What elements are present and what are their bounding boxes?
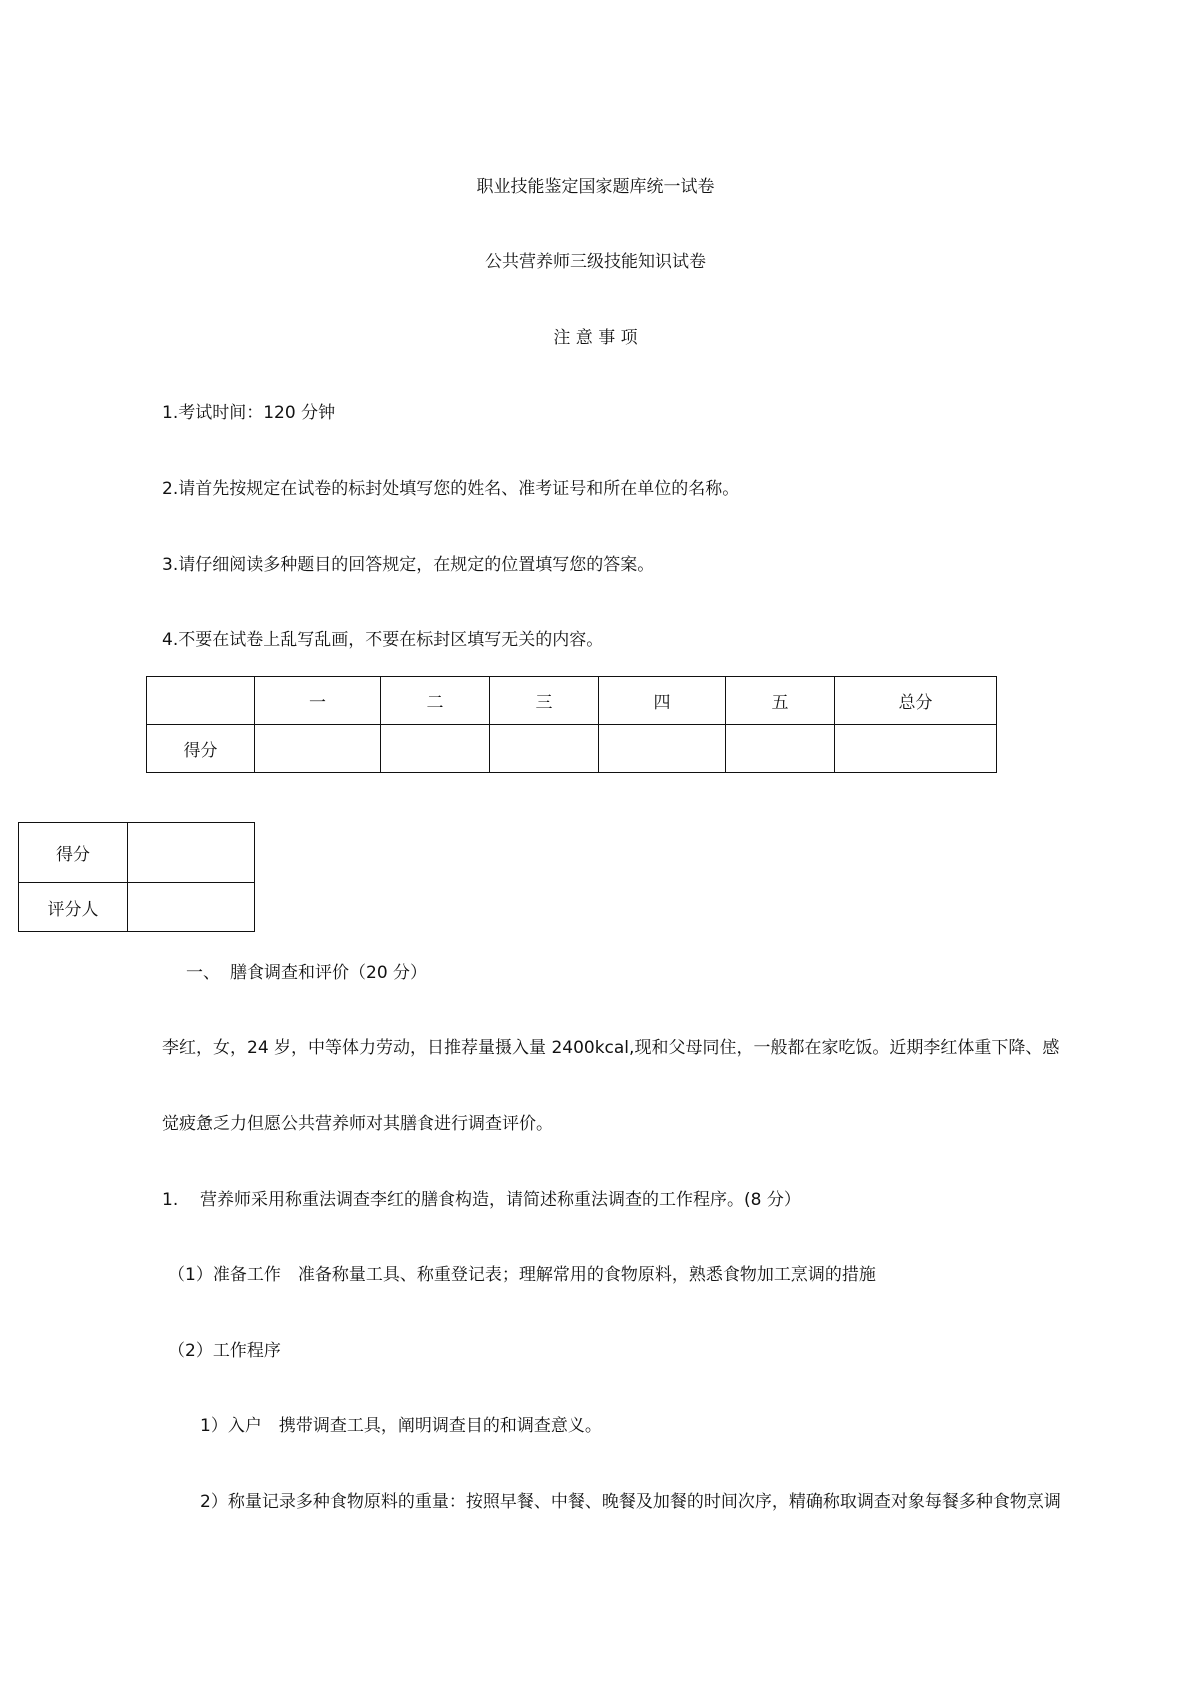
section-number: 一、 bbox=[186, 963, 220, 983]
grader-score-cell[interactable] bbox=[128, 823, 255, 883]
answer-step-1: （1）准备工作 准备称量工具、称重登记表；理解常用的食物原料，熟悉食物加工烹调的措施 bbox=[168, 1265, 876, 1285]
notice-item-4: 4.不要在试卷上乱写乱画，不要在标封区填写无关的内容。 bbox=[162, 630, 604, 650]
header-cell-section-2: 二 bbox=[381, 677, 490, 725]
exam-title: 职业技能鉴定国家题库统一试卷 bbox=[476, 177, 715, 197]
answer-step-2: （2）工作程序 bbox=[168, 1341, 281, 1361]
header-cell-section-4: 四 bbox=[599, 677, 726, 725]
table-row bbox=[19, 883, 255, 932]
score-cell-section-4[interactable] bbox=[599, 725, 726, 773]
notice-item-2: 2.请首先按规定在试卷的标封处填写您的姓名、准考证号和所在单位的名称。 bbox=[162, 479, 740, 499]
case-description-line-1: 李红，女，24 岁，中等体力劳动，日推荐量摄入量 2400kcal,现和父母同住，一般都在家吃饭。近期李红体重下降、感 bbox=[162, 1038, 1060, 1058]
grader-name-label: 评分人 bbox=[19, 883, 128, 932]
notice-heading: 注 意 事 项 bbox=[553, 328, 638, 348]
score-row-label: 得分 bbox=[147, 725, 255, 773]
section-heading: 膳食调查和评价（20 分） bbox=[230, 963, 428, 983]
score-cell-total[interactable] bbox=[835, 725, 997, 773]
grader-score-label: 得分 bbox=[19, 823, 128, 883]
header-cell-section-3: 三 bbox=[490, 677, 599, 725]
question-number: 1. bbox=[162, 1190, 179, 1210]
header-cell-total: 总分 bbox=[835, 677, 997, 725]
header-cell-section-5: 五 bbox=[726, 677, 835, 725]
answer-substep-2: 2）称量记录多种食物原料的重量：按照早餐、中餐、晚餐及加餐的时间次序，精确称取调查对象每餐多种食物烹调 bbox=[200, 1492, 1061, 1512]
grader-name-cell[interactable] bbox=[128, 883, 255, 932]
header-cell-empty bbox=[147, 677, 255, 725]
table-row bbox=[147, 725, 997, 773]
answer-substep-1: 1）入户 携带调查工具，阐明调查目的和调查意义。 bbox=[200, 1416, 602, 1436]
header-cell-section-1: 一 bbox=[255, 677, 381, 725]
score-summary-table bbox=[146, 676, 997, 773]
grader-table bbox=[18, 822, 255, 932]
score-cell-section-1[interactable] bbox=[255, 725, 381, 773]
notice-item-1: 1.考试时间：120 分钟 bbox=[162, 403, 336, 423]
score-cell-section-3[interactable] bbox=[490, 725, 599, 773]
question-text: 营养师采用称重法调查李红的膳食构造，请简述称重法调查的工作程序。(8 分） bbox=[200, 1190, 801, 1210]
table-row bbox=[147, 677, 997, 725]
notice-item-3: 3.请仔细阅读多种题目的回答规定，在规定的位置填写您的答案。 bbox=[162, 555, 655, 575]
score-cell-section-5[interactable] bbox=[726, 725, 835, 773]
table-row bbox=[19, 823, 255, 883]
exam-subtitle: 公共营养师三级技能知识试卷 bbox=[485, 252, 706, 272]
score-cell-section-2[interactable] bbox=[381, 725, 490, 773]
case-description-line-2: 觉疲惫乏力但愿公共营养师对其膳食进行调查评价。 bbox=[162, 1114, 553, 1134]
